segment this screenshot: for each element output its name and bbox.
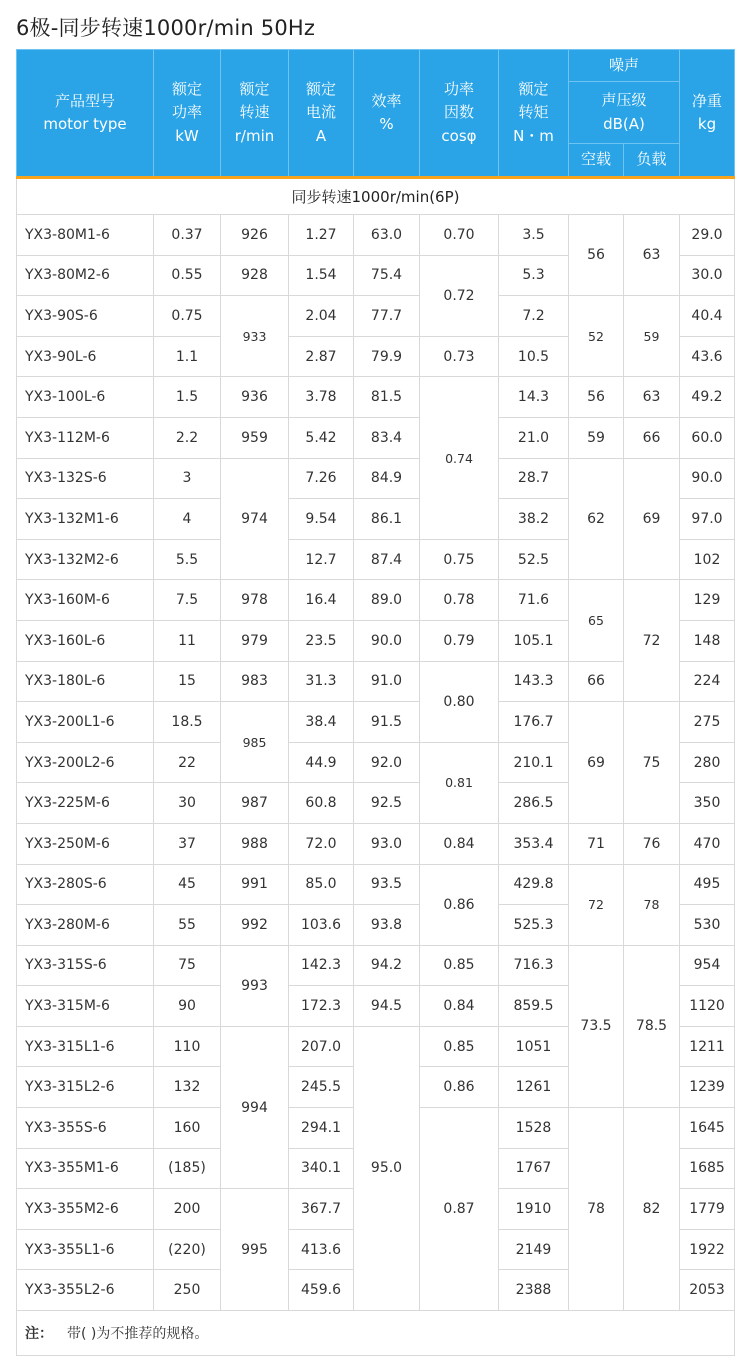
cell-power: 37 <box>154 823 221 864</box>
cell-current: 340.1 <box>289 1148 354 1189</box>
cell-model: YX3-355L2-6 <box>17 1270 154 1311</box>
cell-noise-load: 59 <box>624 296 680 377</box>
cell-power: 2.2 <box>154 417 221 458</box>
cell-power-factor: 0.86 <box>420 1067 499 1108</box>
cell-noise-load: 78 <box>624 864 680 945</box>
cell-torque: 210.1 <box>499 742 569 783</box>
cell-current: 245.5 <box>289 1067 354 1108</box>
cell-speed: 985 <box>221 702 289 783</box>
cell-model: YX3-160M-6 <box>17 580 154 621</box>
header-model: 产品型号 motor type <box>17 50 154 178</box>
cell-efficiency: 79.9 <box>354 336 420 377</box>
cell-weight: 530 <box>680 905 735 946</box>
cell-weight: 102 <box>680 539 735 580</box>
cell-speed: 995 <box>221 1189 289 1311</box>
cell-weight: 275 <box>680 702 735 743</box>
cell-model: YX3-280M-6 <box>17 905 154 946</box>
table-row <box>17 458 735 499</box>
cell-power: 132 <box>154 1067 221 1108</box>
note-text: 带( )为不推荐的规格。 <box>67 1326 209 1343</box>
cell-model: YX3-200L2-6 <box>17 742 154 783</box>
cell-weight: 1211 <box>680 1026 735 1067</box>
cell-efficiency: 75.4 <box>354 255 420 296</box>
cell-efficiency: 81.5 <box>354 377 420 418</box>
cell-model: YX3-160L-6 <box>17 620 154 661</box>
cell-power: 7.5 <box>154 580 221 621</box>
cell-power-factor: 0.84 <box>420 823 499 864</box>
cell-current: 1.27 <box>289 215 354 256</box>
cell-power: 5.5 <box>154 539 221 580</box>
cell-model: YX3-80M1-6 <box>17 215 154 256</box>
cell-current: 16.4 <box>289 580 354 621</box>
cell-current: 459.6 <box>289 1270 354 1311</box>
cell-weight: 60.0 <box>680 417 735 458</box>
cell-power-factor: 0.78 <box>420 580 499 621</box>
cell-efficiency: 93.0 <box>354 823 420 864</box>
cell-power-factor: 0.79 <box>420 620 499 661</box>
cell-model: YX3-250M-6 <box>17 823 154 864</box>
table-row <box>17 864 735 905</box>
cell-current: 207.0 <box>289 1026 354 1067</box>
cell-efficiency: 92.5 <box>354 783 420 824</box>
cell-weight: 40.4 <box>680 296 735 337</box>
cell-torque: 1528 <box>499 1108 569 1149</box>
header-power: 额定 功率 kW <box>154 50 221 178</box>
cell-weight: 30.0 <box>680 255 735 296</box>
cell-power: 1.5 <box>154 377 221 418</box>
cell-noise-load: 66 <box>624 417 680 458</box>
cell-torque: 1261 <box>499 1067 569 1108</box>
cell-speed: 993 <box>221 945 289 1026</box>
cell-noise-load: 72 <box>624 580 680 702</box>
page-title: 6极-同步转速1000r/min 50Hz <box>16 16 316 40</box>
cell-efficiency: 77.7 <box>354 296 420 337</box>
cell-power: 30 <box>154 783 221 824</box>
cell-power: 75 <box>154 945 221 986</box>
cell-speed: 926 <box>221 215 289 256</box>
cell-model: YX3-80M2-6 <box>17 255 154 296</box>
cell-speed: 959 <box>221 417 289 458</box>
cell-current: 12.7 <box>289 539 354 580</box>
cell-model: YX3-355L1-6 <box>17 1229 154 1270</box>
header-noise-sub: 声压级 dB(A) <box>569 82 680 144</box>
header-weight: 净重 kg <box>680 50 735 178</box>
cell-speed: 992 <box>221 905 289 946</box>
header-efficiency: 效率 % <box>354 50 420 178</box>
cell-power: 200 <box>154 1189 221 1230</box>
cell-efficiency: 94.2 <box>354 945 420 986</box>
table-note <box>17 1311 735 1356</box>
cell-noise-load: 63 <box>624 215 680 296</box>
cell-model: YX3-100L-6 <box>17 377 154 418</box>
cell-torque: 429.8 <box>499 864 569 905</box>
cell-power: 18.5 <box>154 702 221 743</box>
cell-weight: 129 <box>680 580 735 621</box>
cell-current: 367.7 <box>289 1189 354 1230</box>
cell-current: 38.4 <box>289 702 354 743</box>
cell-efficiency: 91.5 <box>354 702 420 743</box>
cell-weight: 1645 <box>680 1108 735 1149</box>
cell-torque: 1910 <box>499 1189 569 1230</box>
cell-weight: 97.0 <box>680 499 735 540</box>
header-load: 负载 <box>624 144 680 178</box>
cell-efficiency: 94.5 <box>354 986 420 1027</box>
cell-speed: 979 <box>221 620 289 661</box>
cell-weight: 1779 <box>680 1189 735 1230</box>
cell-noise-load: 69 <box>624 458 680 580</box>
cell-noise-no-load: 56 <box>569 215 624 296</box>
cell-torque: 28.7 <box>499 458 569 499</box>
cell-model: YX3-280S-6 <box>17 864 154 905</box>
cell-power: 4 <box>154 499 221 540</box>
cell-efficiency: 83.4 <box>354 417 420 458</box>
cell-weight: 954 <box>680 945 735 986</box>
cell-noise-no-load: 72 <box>569 864 624 945</box>
cell-current: 2.87 <box>289 336 354 377</box>
table-row <box>17 296 735 337</box>
cell-torque: 525.3 <box>499 905 569 946</box>
cell-speed: 991 <box>221 864 289 905</box>
cell-power: 15 <box>154 661 221 702</box>
table-row <box>17 580 735 621</box>
cell-weight: 1239 <box>680 1067 735 1108</box>
cell-power-factor: 0.73 <box>420 336 499 377</box>
cell-efficiency: 93.8 <box>354 905 420 946</box>
cell-speed: 994 <box>221 1026 289 1188</box>
cell-torque: 38.2 <box>499 499 569 540</box>
cell-torque: 3.5 <box>499 215 569 256</box>
cell-power-factor: 0.86 <box>420 864 499 945</box>
cell-power: 90 <box>154 986 221 1027</box>
cell-power-factor: 0.81 <box>420 742 499 823</box>
cell-model: YX3-355M2-6 <box>17 1189 154 1230</box>
note-label: 注： <box>25 1326 53 1343</box>
cell-noise-load: 82 <box>624 1108 680 1311</box>
table-row <box>17 417 735 458</box>
cell-power-factor: 0.74 <box>420 377 499 539</box>
cell-efficiency: 93.5 <box>354 864 420 905</box>
cell-model: YX3-180L-6 <box>17 661 154 702</box>
cell-weight: 2053 <box>680 1270 735 1311</box>
cell-efficiency: 63.0 <box>354 215 420 256</box>
cell-noise-no-load: 62 <box>569 458 624 580</box>
motor-spec-table <box>16 49 735 1356</box>
cell-power-factor: 0.72 <box>420 255 499 336</box>
cell-current: 103.6 <box>289 905 354 946</box>
table-row <box>17 823 735 864</box>
cell-weight: 470 <box>680 823 735 864</box>
cell-speed: 928 <box>221 255 289 296</box>
cell-current: 44.9 <box>289 742 354 783</box>
cell-model: YX3-90L-6 <box>17 336 154 377</box>
cell-noise-load: 76 <box>624 823 680 864</box>
cell-torque: 1051 <box>499 1026 569 1067</box>
cell-efficiency: 95.0 <box>354 1026 420 1310</box>
cell-torque: 176.7 <box>499 702 569 743</box>
cell-model: YX3-112M-6 <box>17 417 154 458</box>
cell-power-factor: 0.85 <box>420 1026 499 1067</box>
cell-torque: 14.3 <box>499 377 569 418</box>
cell-speed: 983 <box>221 661 289 702</box>
cell-current: 1.54 <box>289 255 354 296</box>
cell-current: 142.3 <box>289 945 354 986</box>
cell-noise-load: 78.5 <box>624 945 680 1107</box>
cell-torque: 52.5 <box>499 539 569 580</box>
cell-current: 60.8 <box>289 783 354 824</box>
cell-speed: 978 <box>221 580 289 621</box>
cell-model: YX3-355S-6 <box>17 1108 154 1149</box>
cell-power: 45 <box>154 864 221 905</box>
cell-power: 55 <box>154 905 221 946</box>
cell-power: 250 <box>154 1270 221 1311</box>
cell-model: YX3-132M1-6 <box>17 499 154 540</box>
cell-model: YX3-132S-6 <box>17 458 154 499</box>
table-header <box>17 50 735 178</box>
section-label: 同步转速1000r/min(6P) <box>17 178 735 215</box>
cell-torque: 716.3 <box>499 945 569 986</box>
cell-torque: 7.2 <box>499 296 569 337</box>
cell-current: 413.6 <box>289 1229 354 1270</box>
table-row <box>17 377 735 418</box>
cell-torque: 5.3 <box>499 255 569 296</box>
cell-torque: 859.5 <box>499 986 569 1027</box>
cell-torque: 2149 <box>499 1229 569 1270</box>
cell-noise-no-load: 52 <box>569 296 624 377</box>
header-speed: 额定 转速 r/min <box>221 50 289 178</box>
table-row <box>17 945 735 986</box>
cell-current: 5.42 <box>289 417 354 458</box>
cell-model: YX3-315L1-6 <box>17 1026 154 1067</box>
table-body <box>17 178 735 1356</box>
cell-current: 85.0 <box>289 864 354 905</box>
table-row <box>17 215 735 256</box>
cell-speed: 936 <box>221 377 289 418</box>
table-row <box>17 702 735 743</box>
cell-noise-load: 75 <box>624 702 680 824</box>
cell-weight: 280 <box>680 742 735 783</box>
cell-speed: 987 <box>221 783 289 824</box>
cell-current: 9.54 <box>289 499 354 540</box>
cell-model: YX3-132M2-6 <box>17 539 154 580</box>
cell-model: YX3-315M-6 <box>17 986 154 1027</box>
cell-weight: 90.0 <box>680 458 735 499</box>
cell-model: YX3-315L2-6 <box>17 1067 154 1108</box>
cell-current: 172.3 <box>289 986 354 1027</box>
cell-efficiency: 90.0 <box>354 620 420 661</box>
cell-noise-no-load: 71 <box>569 823 624 864</box>
cell-model: YX3-225M-6 <box>17 783 154 824</box>
cell-power: 160 <box>154 1108 221 1149</box>
cell-current: 31.3 <box>289 661 354 702</box>
cell-weight: 29.0 <box>680 215 735 256</box>
cell-efficiency: 92.0 <box>354 742 420 783</box>
cell-speed: 974 <box>221 458 289 580</box>
cell-speed: 933 <box>221 296 289 377</box>
header-no-load: 空载 <box>569 144 624 178</box>
cell-power: (220) <box>154 1229 221 1270</box>
header-current: 额定 电流 A <box>289 50 354 178</box>
cell-torque: 10.5 <box>499 336 569 377</box>
cell-power-factor: 0.84 <box>420 986 499 1027</box>
cell-power-factor: 0.80 <box>420 661 499 742</box>
cell-weight: 1922 <box>680 1229 735 1270</box>
cell-model: YX3-355M1-6 <box>17 1148 154 1189</box>
cell-power-factor: 0.85 <box>420 945 499 986</box>
header-torque: 额定 转矩 N・m <box>499 50 569 178</box>
cell-model: YX3-90S-6 <box>17 296 154 337</box>
cell-torque: 1767 <box>499 1148 569 1189</box>
cell-power: 11 <box>154 620 221 661</box>
cell-power: 0.37 <box>154 215 221 256</box>
cell-power: 3 <box>154 458 221 499</box>
cell-noise-no-load: 73.5 <box>569 945 624 1107</box>
cell-noise-load: 63 <box>624 377 680 418</box>
cell-efficiency: 87.4 <box>354 539 420 580</box>
cell-power: 110 <box>154 1026 221 1067</box>
cell-torque: 2388 <box>499 1270 569 1311</box>
cell-power: 1.1 <box>154 336 221 377</box>
cell-power: 22 <box>154 742 221 783</box>
cell-weight: 1120 <box>680 986 735 1027</box>
cell-power: 0.75 <box>154 296 221 337</box>
cell-power: (185) <box>154 1148 221 1189</box>
cell-noise-no-load: 69 <box>569 702 624 824</box>
cell-current: 72.0 <box>289 823 354 864</box>
cell-model: YX3-200L1-6 <box>17 702 154 743</box>
cell-noise-no-load: 65 <box>569 580 624 661</box>
cell-noise-no-load: 56 <box>569 377 624 418</box>
cell-weight: 350 <box>680 783 735 824</box>
cell-noise-no-load: 66 <box>569 661 624 702</box>
header-noise: 噪声 <box>569 50 680 82</box>
cell-torque: 286.5 <box>499 783 569 824</box>
cell-torque: 21.0 <box>499 417 569 458</box>
cell-efficiency: 84.9 <box>354 458 420 499</box>
cell-current: 3.78 <box>289 377 354 418</box>
cell-current: 294.1 <box>289 1108 354 1149</box>
cell-efficiency: 89.0 <box>354 580 420 621</box>
cell-weight: 495 <box>680 864 735 905</box>
cell-weight: 1685 <box>680 1148 735 1189</box>
cell-current: 23.5 <box>289 620 354 661</box>
cell-current: 2.04 <box>289 296 354 337</box>
cell-efficiency: 91.0 <box>354 661 420 702</box>
cell-torque: 353.4 <box>499 823 569 864</box>
cell-weight: 148 <box>680 620 735 661</box>
cell-weight: 49.2 <box>680 377 735 418</box>
cell-torque: 143.3 <box>499 661 569 702</box>
cell-model: YX3-315S-6 <box>17 945 154 986</box>
cell-noise-no-load: 59 <box>569 417 624 458</box>
cell-current: 7.26 <box>289 458 354 499</box>
cell-power-factor: 0.75 <box>420 539 499 580</box>
cell-power-factor: 0.87 <box>420 1108 499 1311</box>
cell-power: 0.55 <box>154 255 221 296</box>
cell-speed: 988 <box>221 823 289 864</box>
header-power-factor: 功率 因数 cosφ <box>420 50 499 178</box>
cell-noise-no-load: 78 <box>569 1108 624 1311</box>
cell-weight: 224 <box>680 661 735 702</box>
cell-torque: 71.6 <box>499 580 569 621</box>
cell-power-factor: 0.70 <box>420 215 499 256</box>
cell-efficiency: 86.1 <box>354 499 420 540</box>
cell-weight: 43.6 <box>680 336 735 377</box>
cell-torque: 105.1 <box>499 620 569 661</box>
